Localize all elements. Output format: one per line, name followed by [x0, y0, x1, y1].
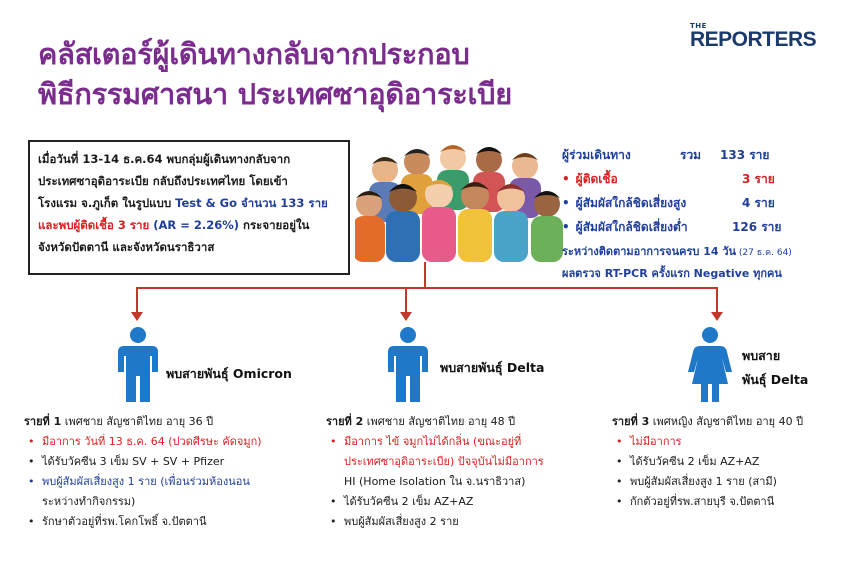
reporters-logo	[690, 22, 830, 60]
case-3-head-bold: รายที่ 3	[612, 415, 650, 428]
connector-left	[136, 287, 138, 313]
bullet-icon: •	[562, 220, 570, 234]
branch-label-delta-2a: พบสาย	[742, 348, 781, 363]
stat-high-label: ผู้สัมผัสใกล้ชิดเสี่ยงสูง	[575, 196, 687, 210]
case-2-head	[326, 412, 596, 432]
case-1-head-rest: เพศชาย สัญชาติไทย อายุ 36 ปี	[61, 415, 214, 428]
case-2-head-bold: รายที่ 2	[326, 415, 364, 428]
logo-the: THE	[690, 22, 707, 30]
stat-total-label: ผู้ร่วมเดินทาง	[562, 148, 631, 162]
case-1	[24, 412, 314, 532]
stat-total-word: รวม	[680, 148, 702, 162]
summary-line-5: จังหวัดปัตตานี และจังหวัดนราธิวาส	[38, 240, 215, 254]
case-1-head	[24, 412, 314, 432]
list-item-continuation: ระหว่างทำกิจกรรม)	[42, 495, 136, 508]
stat-total-value: 133 ราย	[720, 148, 770, 162]
list-item: • ไม่มีอาการ	[612, 432, 844, 452]
list-item: • ได้รับวัคซีน 2 เข็ม AZ+AZ	[326, 492, 596, 512]
logo-text: REPORTERS	[690, 28, 817, 51]
connector-middle	[405, 287, 407, 313]
stat-high-value: 4 ราย	[742, 196, 775, 210]
summary-line-4	[38, 214, 340, 236]
case-3-list	[612, 432, 844, 512]
list-item: • มีอาการ วันที่ 13 ธ.ค. 64 (ปวดศีรษะ คัดจมูก)	[24, 432, 314, 452]
title-line-1: คลัสเตอร์ผู้เดินทางกลับจากประกอบ	[38, 37, 470, 71]
stat-low-value: 126 ราย	[732, 220, 782, 234]
bullet-icon: •	[562, 172, 570, 186]
list-item-continuation: HI (Home Isolation ใน จ.นราธิวาส)	[344, 475, 526, 488]
summary-line-2: ประเทศซาอุดิอาระเบีย กลับถึงประเทศไทย โดยเข้า	[38, 174, 288, 188]
list-item: • รักษาตัวอยู่ที่รพ.โคกโพธิ์ จ.ปัตตานี	[24, 512, 314, 532]
stat-infected-value: 3 ราย	[742, 172, 775, 186]
summary-line-4b: (AR = 2.26%)	[149, 218, 244, 232]
stat-low-risk	[562, 218, 842, 238]
summary-line-3	[38, 192, 340, 214]
list-item-continuation: ประเทศซาอุดิอาระเบีย) ปัจจุบันไม่มีอาการ	[344, 455, 544, 468]
list-item: • ได้รับวัคซีน 3 เข็ม SV + SV + Pfizer	[24, 452, 314, 472]
male-person-icon	[386, 326, 430, 404]
stat-pcr: ผลตรวจ RT-PCR ครั้งแรก Negative ทุกคน	[562, 267, 782, 280]
list-item: • พบผู้สัมผัสเสี่ยงสูง 1 ราย (สามี)	[612, 472, 844, 492]
connector-horizontal	[136, 287, 718, 289]
branch-label-delta-1: พบสายพันธุ์ Delta	[440, 360, 545, 375]
list-item: • ได้รับวัคซีน 2 เข็ม AZ+AZ	[612, 452, 844, 472]
stat-followup-main: ระหว่างติดตามอาการจนครบ 14 วัน	[562, 245, 737, 258]
arrow-down-icon	[711, 312, 723, 321]
stat-low-label: ผู้สัมผัสใกล้ชิดเสี่ยงต่ำ	[575, 220, 688, 234]
case-3-head	[612, 412, 844, 432]
summary-line-3a: โรงแรม จ.ภูเก็ต ในรูปแบบ	[38, 196, 176, 210]
list-item: • มีอาการ ไข้ จมูกไม่ได้กลิ่น (ขณะอยู่ที่	[326, 432, 596, 452]
case-2-head-rest: เพศชาย สัญชาติไทย อายุ 48 ปี	[363, 415, 516, 428]
summary-box	[28, 140, 350, 275]
crowd-illustration	[355, 132, 565, 262]
connector-stem	[424, 262, 426, 288]
case-3-head-rest: เพศหญิง สัญชาติไทย อายุ 40 ปี	[649, 415, 804, 428]
stat-followup	[562, 242, 792, 262]
connector-right	[716, 287, 718, 313]
list-item: • พบผู้สัมผัสเสี่ยงสูง 1 ราย (เพื่อนร่วมห้องนอน	[24, 472, 314, 492]
stat-high-risk	[562, 194, 842, 214]
branch-label-omicron: พบสายพันธุ์ Omicron	[166, 366, 292, 381]
list-item: • พบผู้สัมผัสเสี่ยงสูง 2 ราย	[326, 512, 596, 532]
arrow-down-icon	[131, 312, 143, 321]
stat-infected	[562, 170, 842, 190]
list-item: • กักตัวอยู่ที่รพ.สายบุรี จ.ปัตตานี	[612, 492, 844, 512]
summary-line-4c: กระจายอยู่ใน	[243, 218, 310, 232]
case-2-list	[326, 432, 596, 532]
case-1-head-bold: รายที่ 1	[24, 415, 62, 428]
summary-line-4a: และพบผู้ติดเชื้อ 3 ราย	[38, 218, 150, 232]
case-1-list	[24, 432, 314, 532]
stat-followup-date: (27 ธ.ค. 64)	[736, 248, 792, 258]
branch-label-delta-2b: พันธุ์ Delta	[742, 372, 809, 387]
male-person-icon	[116, 326, 160, 404]
title-line-2: พิธีกรรมศาสนา ประเทศซาอุดิอาระเบีย	[38, 77, 512, 111]
page-title	[38, 34, 638, 114]
stat-infected-label: ผู้ติดเชื้อ	[575, 172, 618, 186]
summary-line-3b: Test & Go จำนวน 133 ราย	[175, 196, 328, 210]
arrow-down-icon	[400, 312, 412, 321]
summary-line-1: เมื่อวันที่ 13-14 ธ.ค.64 พบกลุ่มผู้เดินทางกลับจาก	[38, 152, 291, 166]
stat-total	[562, 146, 842, 166]
case-3	[612, 412, 844, 512]
case-2	[326, 412, 596, 532]
bullet-icon: •	[562, 196, 570, 210]
female-person-icon	[686, 326, 734, 404]
